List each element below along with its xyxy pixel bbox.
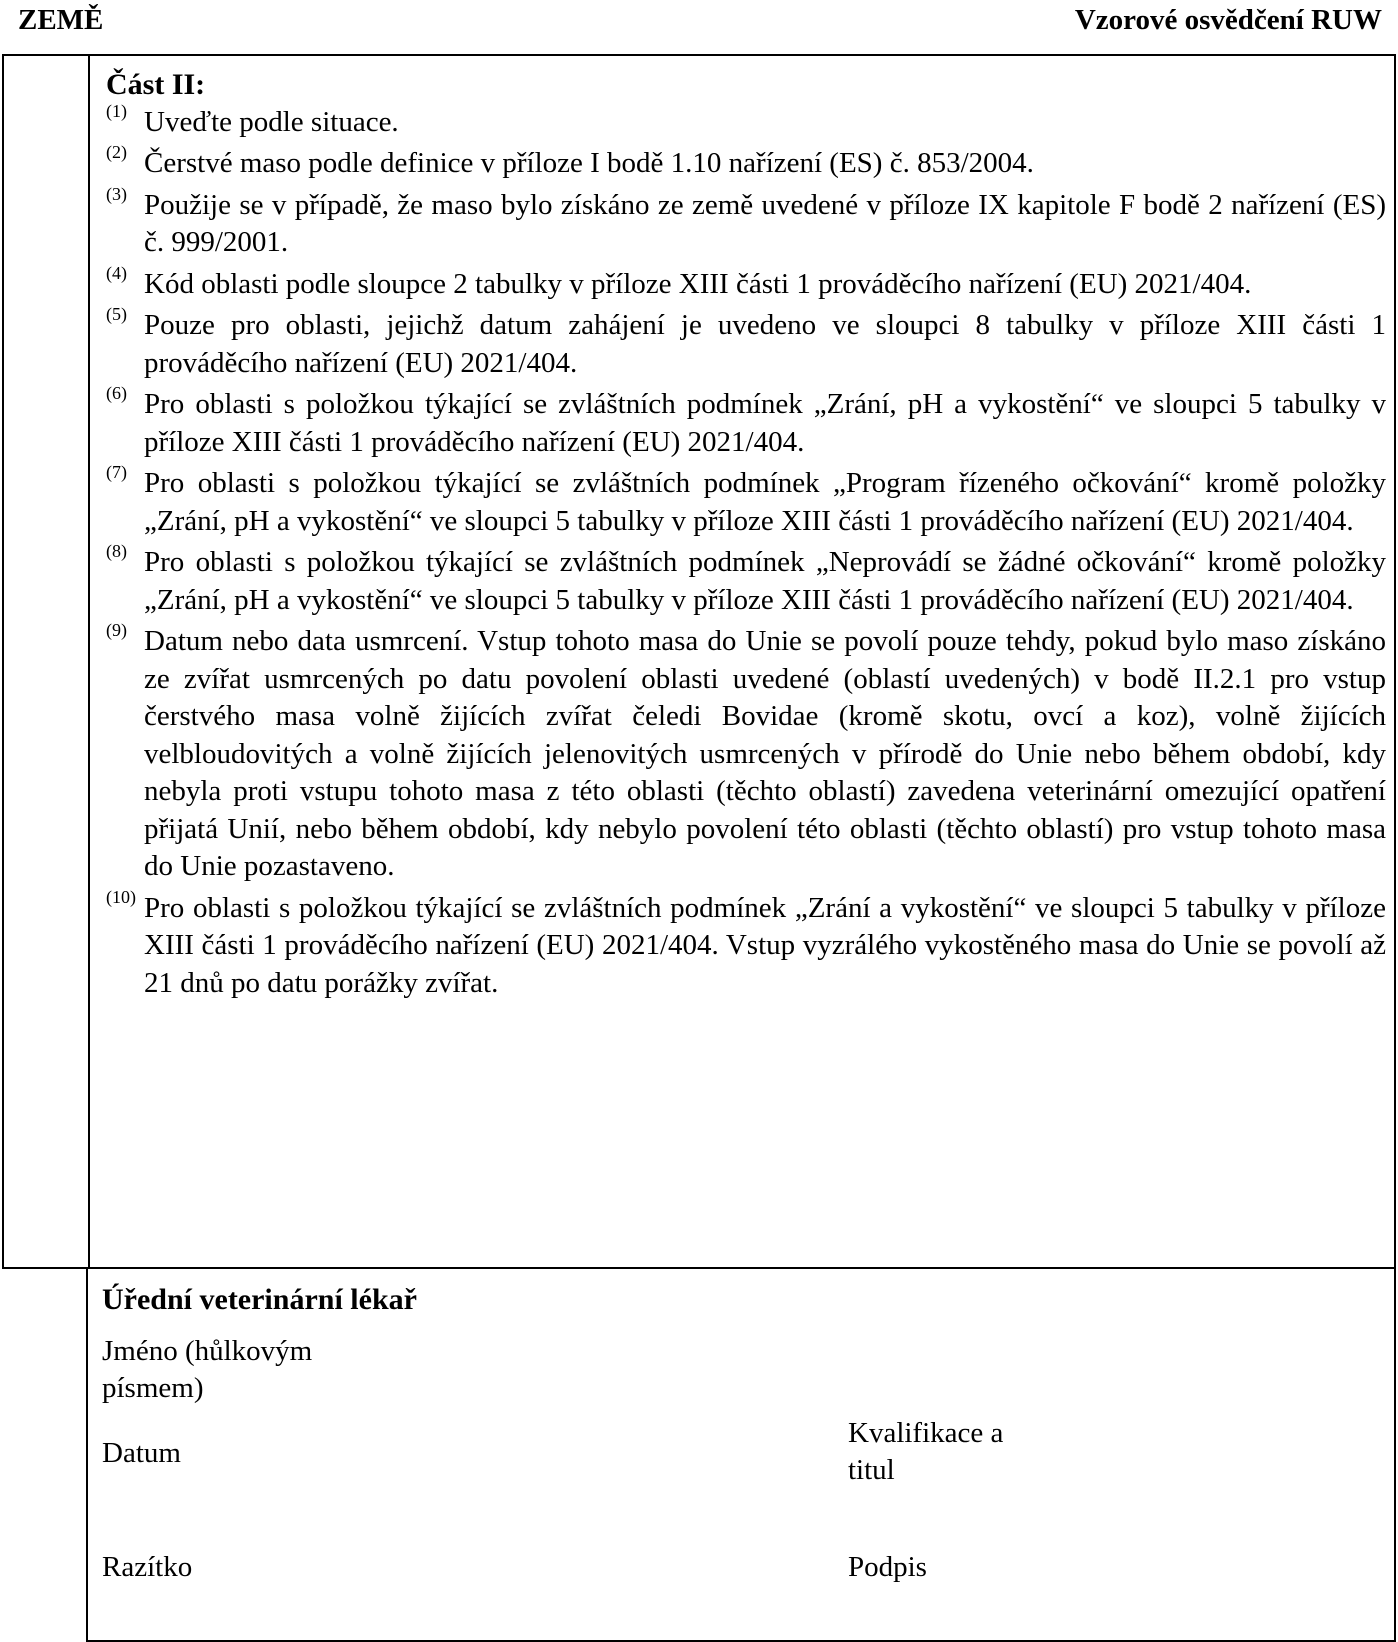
official-vet-title: Úřední veterinární lékař	[102, 1283, 417, 1316]
footnote-text: Kód oblasti podle sloupce 2 tabulky v příloze XIII části 1 prováděcího nařízení (EU) 2021/404.	[144, 267, 1252, 300]
footnote-text: Čerstvé maso podle definice v příloze I bodě 1.10 nařízení (ES) č. 853/2004.	[144, 147, 1034, 179]
footnote-number: (3)	[106, 183, 127, 204]
footnote-number: (4)	[106, 262, 127, 283]
footnote-number: (9)	[106, 620, 127, 640]
footnote-text: Pro oblasti s položkou týkající se zvláštních podmínek „Zrání, pH a vykostění“ ve sloupci 5 tabulky v příloze XIII části 1 prováděcího nařízení (EU) 2021/404.	[144, 388, 1386, 458]
footnote	[106, 304, 1386, 382]
footnote	[106, 886, 1386, 1003]
qualification-label: Kvalifikace a titul	[848, 1417, 1004, 1486]
footnote-number: (10)	[106, 886, 136, 907]
header-certificate-title: Vzorové osvědčení RUW	[1074, 4, 1382, 36]
footnote-number: (1)	[106, 100, 127, 121]
header-country: ZEMĚ	[18, 4, 104, 36]
footnote-text: Použije se v případě, že maso bylo získáno ze země uvedené v příloze IX kapitole F bodě 2 nařízení (ES) č. 999/2001.	[144, 188, 1386, 258]
footnote-text: Pro oblasti s položkou týkající se zvláštních podmínek „Zrání a vykostění“ ve sloupci 5 tabulky v příloze XIII části 1 prováděcího nařízení (EU) 2021/404. Vstup vyzrálého vykostěného masa do Unie se povolí až 21 dnů po datu porážky zvířat.	[144, 891, 1386, 999]
part-ii-box	[2, 54, 1396, 1269]
footnote	[106, 383, 1386, 461]
footnote-text: Pouze pro oblasti, jejichž datum zahájení je uvedeno ve sloupci 8 tabulky v příloze XIII části 1 prováděcího nařízení (EU) 2021/404.	[144, 309, 1386, 379]
footnote-number: (5)	[106, 304, 127, 324]
signature-box	[86, 1267, 1396, 1642]
footnote	[106, 541, 1386, 619]
footnote-text: Pro oblasti s položkou týkající se zvláštních podmínek „Program řízeného očkování“ kromě položky „Zrání, pH a vykostění“ ve sloupci 5 tabulky v příloze XIII části 1 prováděcího nařízení (EU) 2021/404.	[144, 467, 1386, 537]
footnote-text: Datum nebo data usmrcení. Vstup tohoto masa do Unie se povolí pouze tehdy, pokud bylo maso získáno ze zvířat usmrcených po datu povolení oblasti uvedené (oblastí uvedených) v bodě II.2.1 pro vstup čerstvého masa volně žijících zvířat čeledi Bovidae (kromě skotu, ovcí a koz), volně žijících velbloudovitých a volně žijících jelenovitých usmrcených v přírodě do Unie nebo během období, kdy nebyla proti vstupu tohoto masa z této oblasti (těchto oblastí) zavedena veterinární omezující opatření přijatá Unií, nebo během období, kdy nebylo povolení této oblasti (těchto oblastí) pro vstup tohoto masa do Unie pozastaveno.	[144, 625, 1386, 882]
date-label: Datum	[102, 1437, 181, 1469]
part-ii-content	[106, 66, 1386, 1006]
footnote-number: (7)	[106, 462, 127, 482]
footnote	[106, 620, 1386, 886]
footnote-text: Pro oblasti s položkou týkající se zvláštních podmínek „Neprovádí se žádné očkování“ kromě položky „Zrání, pH a vykostění“ ve sloupci 5 tabulky v příloze XIII části 1 prováděcího nařízení (EU) 2021/404.	[144, 546, 1386, 616]
signature-label: Podpis	[848, 1551, 927, 1583]
name-label: Jméno (hůlkovým písmem)	[102, 1335, 313, 1404]
footnote	[106, 100, 1386, 142]
part-title: Část II:	[106, 68, 206, 101]
footnote-number: (8)	[106, 541, 127, 561]
footnote-number: (6)	[106, 383, 127, 403]
stamp-label: Razítko	[102, 1551, 193, 1583]
footnote	[106, 142, 1386, 183]
footnote	[106, 462, 1386, 540]
footnote	[106, 262, 1386, 304]
footnote	[106, 183, 1386, 262]
footnote-text: Uveďte podle situace.	[144, 105, 399, 138]
footnote-number: (2)	[106, 142, 127, 162]
left-column-divider	[88, 56, 90, 1267]
